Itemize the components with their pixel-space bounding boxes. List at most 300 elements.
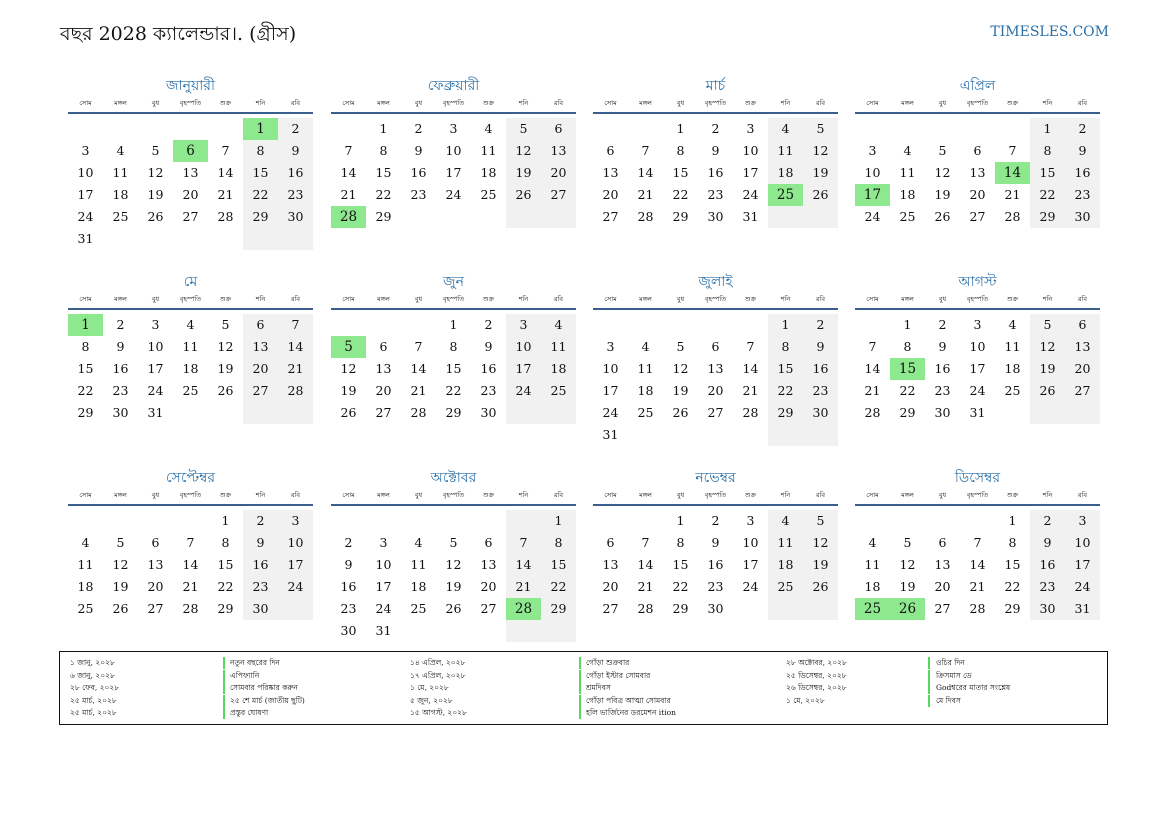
day-cell: 1 [221, 513, 230, 528]
legend-holiday-name: প্রস্তুর ঘোষণা [230, 708, 269, 717]
day-cell: 31 [375, 623, 392, 638]
day-cell: 29 [445, 405, 462, 420]
day-cell: 15 [217, 557, 234, 572]
day-cell: 30 [1030, 598, 1065, 620]
day-cell: 9 [116, 339, 125, 354]
legend-holiday-name: শ্রমদিবস [586, 683, 611, 692]
day-cell: 16 [112, 361, 129, 376]
day-cell: 4 [903, 143, 912, 158]
weekday-label: রবি [553, 295, 564, 303]
day-cell: 3 [278, 510, 313, 532]
weekend-shade [1030, 402, 1065, 424]
day-cell: 4 [868, 535, 877, 550]
weekday-label: রবি [1077, 491, 1088, 499]
day-cell: 24 [864, 209, 881, 224]
day-cell: 28 [1004, 209, 1021, 224]
day-cell: 10 [445, 143, 462, 158]
weekday-label: বৃহস্পতি [704, 99, 727, 107]
weekday-label: সোম [866, 491, 879, 499]
day-cell: 20 [147, 579, 164, 594]
day-cell: 21 [864, 383, 881, 398]
day-cell: 23 [340, 601, 357, 616]
day-cell: 27 [541, 184, 576, 206]
weekday-label: সোম [604, 295, 617, 303]
month-name: অক্টোবর [430, 470, 477, 486]
day-cell: 11 [637, 361, 654, 376]
day-cell: 16 [934, 361, 951, 376]
weekend-shade [243, 402, 278, 424]
day-cell: 19 [340, 383, 357, 398]
day-cell: 21 [637, 187, 654, 202]
day-cell: 10 [278, 532, 313, 554]
day-cell: 2 [484, 317, 493, 332]
weekday-label: শনি [255, 99, 266, 107]
legend-marker [579, 695, 581, 707]
day-cell: 27 [1065, 380, 1100, 402]
day-cell: 24 [375, 601, 392, 616]
weekend-shade [803, 598, 838, 620]
day-cell: 6 [973, 143, 982, 158]
day-cell: 10 [506, 336, 541, 358]
day-cell: 3 [1065, 510, 1100, 532]
header-rule [68, 504, 313, 506]
day-cell: 16 [1030, 554, 1065, 576]
weekend-shade [768, 424, 803, 446]
day-cell: 13 [934, 557, 951, 572]
weekday-label: রবি [553, 99, 564, 107]
day-cell: 18 [480, 165, 497, 180]
weekday-label: শনি [518, 491, 529, 499]
day-cell: 2 [803, 314, 838, 336]
day-cell: 15 [77, 361, 94, 376]
day-cell: 3 [151, 317, 160, 332]
day-cell: 17 [969, 361, 986, 376]
day-cell: 6 [484, 535, 493, 550]
weekday-label: বুধ [414, 491, 423, 499]
weekday-label: বুধ [938, 491, 947, 499]
day-cell: 19 [112, 579, 129, 594]
day-cell: 30 [707, 209, 724, 224]
day-cell: 24 [278, 576, 313, 598]
legend-marker [928, 695, 930, 707]
weekend-shade [1065, 402, 1100, 424]
day-cell: 24 [969, 383, 986, 398]
day-cell: 1 [676, 121, 685, 136]
legend-date: ৬ জানু, ২০২৮ [70, 670, 115, 680]
weekday-label: রবি [290, 295, 301, 303]
day-cell: 21 [506, 576, 541, 598]
day-cell: 18 [77, 579, 94, 594]
legend-marker [928, 670, 930, 682]
legend-marker [223, 657, 225, 669]
header-rule [331, 308, 576, 310]
weekday-label: শনি [780, 491, 791, 499]
weekday-label: বৃহস্পতি [179, 99, 202, 107]
day-cell: 7 [278, 314, 313, 336]
month-name: এপ্রিল [959, 78, 996, 94]
day-cell: 20 [375, 383, 392, 398]
day-cell: 30 [1065, 206, 1100, 228]
day-cell: 7 [641, 535, 650, 550]
day-cell: 20 [969, 187, 986, 202]
day-cell: 14 [340, 165, 357, 180]
day-cell: 4 [641, 339, 650, 354]
day-cell: 5 [676, 339, 685, 354]
holiday-day-cell: 6 [173, 140, 208, 162]
day-cell: 25 [899, 209, 916, 224]
day-cell: 4 [81, 535, 90, 550]
legend-date: ২৬ ডিসেম্বর, ২০২৮ [786, 683, 847, 692]
legend-date: ২৮ অক্টোবর, ২০২৮ [786, 658, 847, 667]
day-cell: 25 [410, 601, 427, 616]
day-cell: 23 [934, 383, 951, 398]
day-cell: 9 [711, 535, 720, 550]
day-cell: 12 [147, 165, 164, 180]
day-cell: 7 [221, 143, 230, 158]
day-cell: 16 [707, 165, 724, 180]
day-cell: 25 [1004, 383, 1021, 398]
day-cell: 1 [903, 317, 912, 332]
holiday-day-cell: 28 [331, 206, 366, 228]
day-cell: 8 [449, 339, 458, 354]
day-cell: 14 [506, 554, 541, 576]
weekday-label: বুধ [414, 295, 423, 303]
day-cell: 10 [1065, 532, 1100, 554]
legend-marker [223, 670, 225, 682]
day-cell: 28 [182, 601, 199, 616]
day-cell: 26 [147, 209, 164, 224]
holiday-day-cell: 5 [331, 336, 366, 358]
day-cell: 29 [672, 209, 689, 224]
day-cell: 22 [672, 187, 689, 202]
day-cell: 29 [1030, 206, 1065, 228]
weekday-label: শুক্র [744, 491, 757, 499]
weekend-shade [278, 402, 313, 424]
day-cell: 26 [672, 405, 689, 420]
day-cell: 15 [1030, 162, 1065, 184]
weekday-label: মঙ্গল [901, 99, 914, 107]
day-cell: 15 [1004, 557, 1021, 572]
day-cell: 2 [711, 513, 720, 528]
day-cell: 9 [344, 557, 353, 572]
day-cell: 28 [742, 405, 759, 420]
weekend-shade [768, 598, 803, 620]
header-rule [593, 504, 838, 506]
holiday-day-cell: 15 [890, 358, 925, 380]
day-cell: 15 [768, 358, 803, 380]
weekend-shade [541, 402, 576, 424]
day-cell: 17 [278, 554, 313, 576]
day-cell: 2 [1030, 510, 1065, 532]
day-cell: 22 [77, 383, 94, 398]
legend-date: ১৫ আগস্ট, ২০২৮ [410, 708, 467, 717]
header-rule [855, 504, 1100, 506]
weekday-label: শনি [255, 295, 266, 303]
weekday-label: মঙ্গল [114, 99, 127, 107]
day-cell: 21 [410, 383, 427, 398]
day-cell: 13 [602, 165, 619, 180]
day-cell: 10 [147, 339, 164, 354]
day-cell: 4 [484, 121, 493, 136]
day-cell: 19 [803, 162, 838, 184]
day-cell: 20 [602, 579, 619, 594]
day-cell: 28 [637, 209, 654, 224]
day-cell: 16 [340, 579, 357, 594]
day-cell: 23 [707, 187, 724, 202]
weekday-label: শুক্র [482, 295, 495, 303]
day-cell: 30 [278, 206, 313, 228]
weekday-label: বুধ [151, 99, 160, 107]
day-cell: 12 [899, 557, 916, 572]
legend-date: ২৫ মার্চ, ২০২৮ [70, 695, 117, 705]
weekend-shade [278, 228, 313, 250]
day-cell: 19 [899, 579, 916, 594]
legend-marker [928, 682, 930, 694]
day-cell: 7 [506, 532, 541, 554]
day-cell: 5 [506, 118, 541, 140]
legend-marker [928, 657, 930, 669]
weekday-label: শনি [255, 491, 266, 499]
day-cell: 6 [243, 314, 278, 336]
legend-date: ১৭ এপ্রিল, ২০২৮ [410, 670, 466, 680]
day-cell: 11 [182, 339, 199, 354]
day-cell: 3 [746, 121, 755, 136]
day-cell: 9 [278, 140, 313, 162]
day-cell: 5 [903, 535, 912, 550]
day-cell: 27 [182, 209, 199, 224]
weekday-label: শুক্র [219, 295, 232, 303]
holiday-day-cell: 25 [855, 598, 890, 620]
day-cell: 20 [602, 187, 619, 202]
weekday-label: বৃহস্পতি [704, 295, 727, 303]
day-cell: 28 [969, 601, 986, 616]
day-cell: 4 [541, 314, 576, 336]
weekday-label: শুক্র [219, 99, 232, 107]
day-cell: 2 [1065, 118, 1100, 140]
day-cell: 9 [938, 339, 947, 354]
day-cell: 3 [81, 143, 90, 158]
weekend-shade [541, 206, 576, 228]
day-cell: 5 [803, 118, 838, 140]
day-cell: 16 [707, 557, 724, 572]
weekday-label: শনি [1042, 295, 1053, 303]
legend-marker [223, 695, 225, 707]
weekday-label: সোম [79, 99, 92, 107]
day-cell: 16 [803, 358, 838, 380]
legend-marker [579, 707, 581, 719]
day-cell: 23 [112, 383, 129, 398]
day-cell: 20 [1065, 358, 1100, 380]
weekday-label: সোম [866, 295, 879, 303]
day-cell: 6 [1065, 314, 1100, 336]
weekday-label: মঙ্গল [639, 99, 652, 107]
day-cell: 25 [112, 209, 129, 224]
day-cell: 2 [278, 118, 313, 140]
day-cell: 24 [147, 383, 164, 398]
day-cell: 23 [480, 383, 497, 398]
day-cell: 8 [676, 143, 685, 158]
day-cell: 14 [217, 165, 234, 180]
holiday-day-cell: 1 [68, 314, 103, 336]
day-cell: 5 [116, 535, 125, 550]
day-cell: 8 [541, 532, 576, 554]
day-cell: 29 [375, 209, 392, 224]
day-cell: 18 [768, 554, 803, 576]
day-cell: 9 [484, 339, 493, 354]
weekday-label: শুক্র [1006, 491, 1019, 499]
legend-date: ১৪ এপ্রিল, ২০২৮ [410, 658, 466, 667]
day-cell: 7 [641, 143, 650, 158]
day-cell: 28 [637, 601, 654, 616]
day-cell: 21 [637, 579, 654, 594]
day-cell: 26 [1030, 380, 1065, 402]
day-cell: 9 [243, 532, 278, 554]
weekday-label: শুক্র [744, 99, 757, 107]
day-cell: 13 [707, 361, 724, 376]
day-cell: 3 [868, 143, 877, 158]
month-name: ফেব্রুয়ারী [427, 78, 480, 94]
holiday-day-cell: 25 [768, 184, 803, 206]
day-cell: 22 [541, 576, 576, 598]
legend-holiday-name: ওচির দিন [936, 658, 965, 667]
weekday-label: শনি [518, 99, 529, 107]
month-name: জুন [443, 274, 464, 290]
day-cell: 11 [768, 140, 803, 162]
day-cell: 8 [1008, 535, 1017, 550]
day-cell: 29 [217, 601, 234, 616]
header-rule [68, 308, 313, 310]
weekday-label: শুক্র [482, 99, 495, 107]
day-cell: 17 [1065, 554, 1100, 576]
site-link[interactable]: TIMESLES.COM [990, 24, 1109, 40]
day-cell: 28 [278, 380, 313, 402]
weekday-label: বুধ [676, 491, 685, 499]
weekday-label: রবি [290, 99, 301, 107]
day-cell: 23 [707, 579, 724, 594]
header-rule [855, 308, 1100, 310]
day-cell: 14 [410, 361, 427, 376]
day-cell: 13 [541, 140, 576, 162]
day-cell: 21 [217, 187, 234, 202]
legend-holiday-name: এপিফ্যানি [230, 670, 260, 680]
day-cell: 9 [1065, 140, 1100, 162]
day-cell: 14 [278, 336, 313, 358]
weekday-label: শনি [780, 99, 791, 107]
day-cell: 15 [375, 165, 392, 180]
day-cell: 11 [410, 557, 427, 572]
day-cell: 30 [243, 598, 278, 620]
day-cell: 3 [973, 317, 982, 332]
day-cell: 13 [480, 557, 497, 572]
day-cell: 1 [676, 513, 685, 528]
weekday-label: মঙ্গল [377, 491, 390, 499]
day-cell: 6 [151, 535, 160, 550]
page-title: বছর 2028 ক্যালেন্ডার।. (গ্রীস) [60, 23, 297, 45]
legend-date: ৫ জুন, ২০২৮ [410, 695, 453, 705]
day-cell: 27 [480, 601, 497, 616]
day-cell: 23 [803, 380, 838, 402]
weekday-label: সোম [342, 491, 355, 499]
day-cell: 1 [379, 121, 388, 136]
day-cell: 14 [637, 557, 654, 572]
day-cell: 19 [672, 383, 689, 398]
day-cell: 31 [969, 405, 986, 420]
weekday-label: বুধ [151, 295, 160, 303]
day-cell: 13 [243, 336, 278, 358]
day-cell: 6 [606, 535, 615, 550]
day-cell: 4 [768, 118, 803, 140]
day-cell: 17 [742, 165, 759, 180]
weekday-label: মঙ্গল [639, 491, 652, 499]
day-cell: 3 [506, 314, 541, 336]
day-cell: 8 [243, 140, 278, 162]
weekday-label: শুক্র [482, 491, 495, 499]
weekday-label: মঙ্গল [377, 99, 390, 107]
legend-holiday-name: গোঁড়া শুক্রবার [586, 658, 630, 667]
day-cell: 10 [969, 339, 986, 354]
day-cell: 28 [410, 405, 427, 420]
weekday-label: মঙ্গল [901, 295, 914, 303]
day-cell: 18 [1004, 361, 1021, 376]
day-cell: 14 [864, 361, 881, 376]
day-cell: 13 [969, 165, 986, 180]
day-cell: 7 [1008, 143, 1017, 158]
weekday-label: বৃহস্পতি [442, 491, 465, 499]
weekday-label: শনি [1042, 491, 1053, 499]
day-cell: 18 [637, 383, 654, 398]
day-cell: 17 [375, 579, 392, 594]
day-cell: 22 [375, 187, 392, 202]
weekday-label: মঙ্গল [901, 491, 914, 499]
weekday-label: বৃহস্পতি [704, 491, 727, 499]
weekday-label: সোম [342, 99, 355, 107]
day-cell: 12 [445, 557, 462, 572]
day-cell: 24 [77, 209, 94, 224]
day-cell: 26 [803, 184, 838, 206]
day-cell: 26 [445, 601, 462, 616]
day-cell: 20 [934, 579, 951, 594]
day-cell: 17 [742, 557, 759, 572]
day-cell: 8 [81, 339, 90, 354]
day-cell: 9 [803, 336, 838, 358]
day-cell: 3 [449, 121, 458, 136]
day-cell: 10 [742, 535, 759, 550]
legend-holiday-name: গোঁড়া ইস্টার সোমবার [586, 670, 651, 680]
weekday-label: সোম [604, 99, 617, 107]
day-cell: 21 [742, 383, 759, 398]
day-cell: 15 [243, 162, 278, 184]
day-cell: 12 [506, 140, 541, 162]
day-cell: 16 [278, 162, 313, 184]
day-cell: 24 [742, 579, 759, 594]
day-cell: 11 [77, 557, 94, 572]
day-cell: 2 [243, 510, 278, 532]
day-cell: 22 [672, 579, 689, 594]
header-rule [593, 112, 838, 114]
header-rule [855, 112, 1100, 114]
day-cell: 11 [899, 165, 916, 180]
day-cell: 23 [278, 184, 313, 206]
day-cell: 26 [934, 209, 951, 224]
day-cell: 26 [803, 576, 838, 598]
legend-holiday-name: মে দিবস [936, 695, 961, 705]
day-cell: 8 [903, 339, 912, 354]
day-cell: 16 [243, 554, 278, 576]
day-cell: 29 [768, 402, 803, 424]
holiday-day-cell: 1 [243, 118, 278, 140]
day-cell: 2 [116, 317, 125, 332]
month-name: জানুয়ারী [166, 78, 215, 94]
